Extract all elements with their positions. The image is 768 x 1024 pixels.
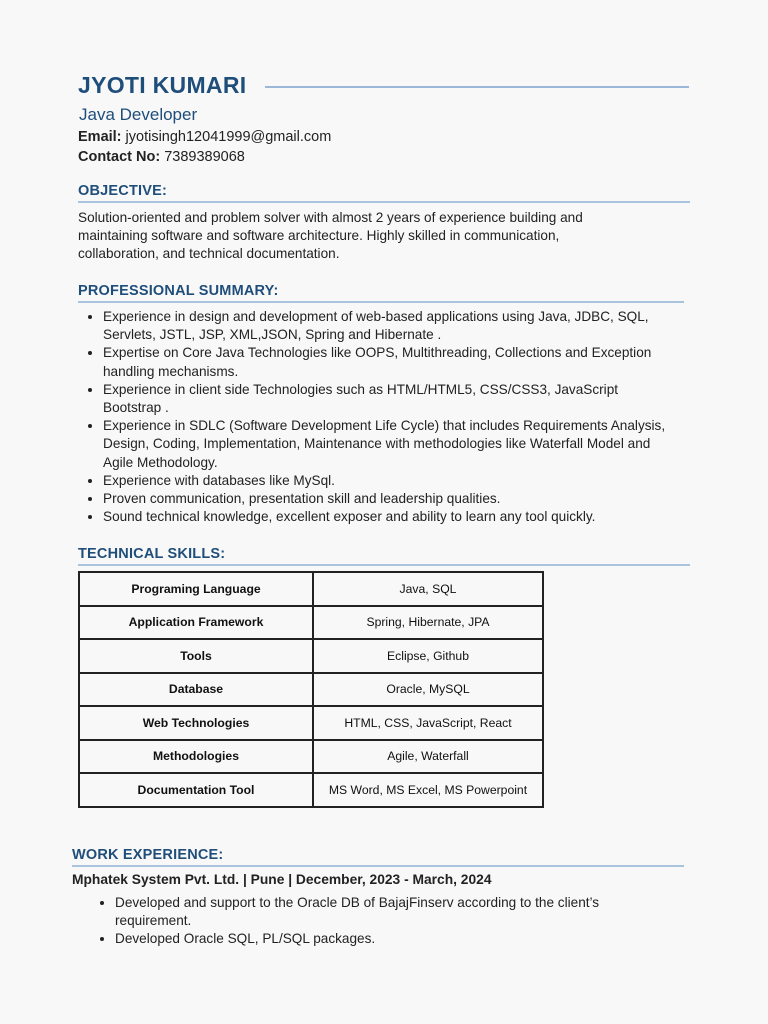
- table-row: [79, 740, 543, 774]
- email-line: [78, 129, 331, 145]
- skill-value: Oracle, MySQL: [313, 673, 543, 707]
- list-item: • Experience in client side Technologies such as HTML/HTML5, CSS/CSS3, JavaScript Bootstrap .: [103, 381, 678, 417]
- skill-value: Spring, Hibernate, JPA: [313, 606, 543, 640]
- table-row: [79, 572, 543, 606]
- skill-value: HTML, CSS, JavaScript, React: [313, 706, 543, 740]
- candidate-name: JYOTI KUMARI: [78, 72, 247, 98]
- skill-value: Agile, Waterfall: [313, 740, 543, 774]
- list-item: • Sound technical knowledge, excellent exposer and ability to learn any tool quickly.: [103, 508, 678, 526]
- skill-value: MS Word, MS Excel, MS Powerpoint: [313, 773, 543, 807]
- skills-title: TECHNICAL SKILLS:: [78, 546, 226, 562]
- experience-rule: [72, 865, 684, 867]
- list-item: • Experience with databases like MySql.: [103, 472, 678, 490]
- job-header: Mphatek System Pvt. Ltd. | Pune | December, 2023 - March, 2024: [72, 872, 492, 887]
- list-item: • Developed and support to the Oracle DB of BajajFinserv according to the client’s requirement.: [115, 894, 675, 930]
- list-item: • Proven communication, presentation skill and leadership qualities.: [103, 490, 678, 508]
- skill-key: Web Technologies: [79, 706, 313, 740]
- summary-rule: [78, 301, 684, 303]
- skill-value: Java, SQL: [313, 572, 543, 606]
- contact-line: [78, 149, 245, 165]
- job-role: Java Developer: [79, 105, 198, 124]
- contact-value: 7389389068: [164, 149, 245, 165]
- skills-table: [78, 571, 544, 808]
- experience-list: [90, 894, 675, 949]
- contact-label: Contact No:: [78, 149, 161, 165]
- skill-key: Database: [79, 673, 313, 707]
- skill-key: Documentation Tool: [79, 773, 313, 807]
- summary-title: PROFESSIONAL SUMMARY:: [78, 283, 279, 299]
- name-row: [78, 72, 690, 102]
- skill-key: Tools: [79, 639, 313, 673]
- objective-text: Solution-oriented and problem solver with almost 2 years of experience building and maintaining software and software architecture. Highly skilled in communication, collaboration, and technical documentation.: [78, 210, 583, 262]
- skill-key: Programing Language: [79, 572, 313, 606]
- email-label: Email:: [78, 129, 122, 145]
- skill-value: Eclipse, Github: [313, 639, 543, 673]
- name-divider: [265, 86, 689, 88]
- table-row: [79, 773, 543, 807]
- skills-rule: [78, 564, 690, 566]
- skill-key: Methodologies: [79, 740, 313, 774]
- skill-key: Application Framework: [79, 606, 313, 640]
- objective-title: OBJECTIVE:: [78, 183, 168, 199]
- table-row: [79, 639, 543, 673]
- summary-list: [78, 308, 678, 526]
- experience-title: WORK EXPERIENCE:: [72, 847, 224, 863]
- table-row: [79, 706, 543, 740]
- list-item: • Expertise on Core Java Technologies like OOPS, Multithreading, Collections and Exception handling mechanisms.: [103, 344, 678, 380]
- list-item: • Developed Oracle SQL, PL/SQL packages.: [115, 930, 675, 948]
- email-value: jyotisingh12041999@gmail.com: [125, 129, 332, 145]
- list-item: • Experience in design and development of web-based applications using Java, JDBC, SQL, Servlets, JSTL, JSP, XML,JSON, Spring and Hibernate .: [103, 308, 678, 344]
- list-item: • Experience in SDLC (Software Development Life Cycle) that includes Requirements Analysis, Design, Coding, Implementation, Maintenance with methodologies like Waterfall Model and Agile Methodology.: [103, 417, 678, 472]
- table-row: [79, 673, 543, 707]
- objective-rule: [78, 201, 690, 203]
- table-row: [79, 606, 543, 640]
